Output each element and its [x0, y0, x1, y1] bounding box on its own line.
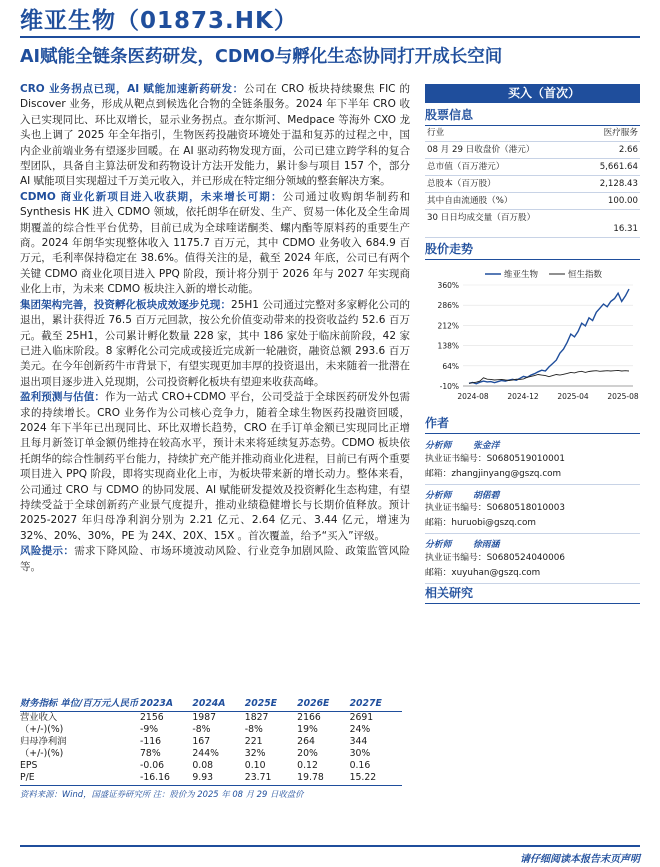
analyst-name: 胡偌碧 — [473, 490, 500, 501]
financial-cell: 0.08 — [192, 760, 214, 771]
paragraph-text: 公司在 CRO 板块持续聚焦 FIC 的 Discover 业务，形成从靶点到候选化合物的全链条服务。2024 年下半年 CRO 收入已实现同比、环比双增长，显示业务拐点。查尔斯河、Medpace 等海外 CXO 龙头也上调了 2025 年全年指引，生物医药投融资环境处于温和复苏的过程之中，国内企业前端业务有望逐步回暖。在 AI 驱动药物发现方面，公司已建立跨学科的复合型团队，具备自主算法研发和药物设计方法开发能力，累计参与项目 157 个，部分 AI 赋能项目实现超过千万美元收入，并已形成在特定细分领域的整套解决方案。 — [20, 83, 411, 188]
stock-info-value: 16.31 — [613, 223, 638, 234]
paragraph-text: 需求下降风险、市场环境波动风险、行业竞争加剧风险、政策监管风险等。 — [20, 545, 411, 573]
financial-row-label: （+/-)(%) — [20, 748, 64, 759]
financial-cell: 2156 — [140, 712, 164, 723]
stock-info-label: 30 日日均成交量（百万股） — [427, 212, 536, 223]
stock-info-row — [425, 125, 640, 142]
legend-stock-label: 维亚生物 — [504, 270, 539, 280]
stock-info-value: 医疗服务 — [603, 127, 638, 138]
paragraph-lead: CRO 业务拐点已现，AI 赋能加速新药研发： — [20, 83, 244, 95]
chart-legend — [485, 269, 603, 280]
footer-rule — [20, 845, 640, 847]
stock-info-value: 5,661.64 — [599, 161, 638, 172]
financial-row — [20, 748, 402, 760]
financial-row-label: 归母净利润 — [20, 736, 67, 747]
legend-index-label: 恒生指数 — [568, 270, 603, 280]
financial-header-cell: 2023A — [140, 698, 174, 709]
financial-cell: 20% — [297, 748, 318, 759]
financial-cell: -8% — [244, 724, 263, 735]
stock-info-row — [425, 210, 640, 238]
stock-info-table — [425, 125, 640, 238]
price-chart — [425, 258, 640, 408]
financial-source-note: 资料来源：Wind，国盛证券研究所 注：股价为 2025 年 08 月 29 日收盘价 — [20, 789, 304, 799]
company-title: 维亚生物（01873.HK） — [20, 8, 298, 34]
financial-row-label: （+/-)(%) — [20, 724, 64, 735]
financial-row-label: P/E — [20, 772, 35, 783]
financial-row — [20, 760, 402, 772]
financial-cell: 78% — [140, 748, 161, 759]
y-tick-label: 138% — [437, 341, 459, 351]
financial-cell: 15.22 — [349, 772, 377, 783]
financial-cell: 221 — [244, 736, 263, 747]
paragraph-forecast — [20, 390, 410, 544]
financial-cell: 2691 — [349, 712, 374, 723]
financial-cell: 244% — [192, 748, 219, 759]
financial-row — [20, 772, 402, 784]
stock-info-row — [425, 159, 640, 176]
stock-info-row — [425, 176, 640, 193]
analyst-role: 分析师 — [425, 490, 452, 501]
analyst-entry — [425, 534, 640, 584]
financial-row — [20, 736, 402, 748]
financial-row — [20, 712, 402, 724]
analyst-name: 张金洋 — [473, 441, 500, 451]
stock-info-label: 其中自由流通股（%） — [427, 195, 513, 206]
y-tick-label: 286% — [437, 301, 459, 311]
stock-info-value: 2,128.43 — [599, 178, 638, 189]
paragraph-text: 公司通过收购朗华制药和 Synthesis HK 进入 CDMO 领域，依托朗华在研发、生产、贸易一体化及全生命周期覆盖的综合性平台优势，目前已成为全球喹诺酮类、螺内酯等原料药的重要生产商。2024 年朗华实现整体收入 1175.7 百万元，其中 CDMO 业务收入 684.9 百万元，毛利率保持稳定在 38.6%。值得关注的是，截至 2024 年底，公司已有两个关键 CDMO 商业化项目进入 PPQ 阶段，预计将分别于 2026 年与 2027 年实现商业化上市，为未来 CDMO 板块注入新的增长动能。 — [20, 190, 411, 296]
financial-cell: 19% — [297, 724, 318, 735]
report-title: AI赋能全链条医药研发，CDMO与孵化生态协同打开成长空间 — [20, 47, 503, 67]
rating-badge: 买入（首次） — [425, 84, 640, 103]
financial-cell: 19.78 — [297, 772, 324, 783]
body-text — [20, 82, 410, 575]
chart-x-ticks — [457, 392, 639, 401]
financial-header-cell: 2027E — [349, 698, 382, 709]
analyst-name: 徐雨涵 — [473, 540, 500, 550]
stock-info-heading: 股票信息 — [425, 106, 640, 126]
stock-info-value: 2.66 — [618, 144, 638, 155]
financial-cell: 1827 — [244, 712, 269, 723]
financial-row-label: 营业收入 — [20, 712, 58, 723]
chart-y-ticks — [438, 281, 459, 391]
price-chart-svg — [425, 258, 640, 408]
financial-cell: 32% — [244, 748, 266, 759]
paragraph-cdmo — [20, 190, 410, 298]
series-line-index — [469, 370, 629, 383]
analyst-email[interactable]: 邮箱：huruobi@gszq.com — [425, 516, 640, 535]
stock-info-label: 总股本（百万股） — [427, 178, 496, 189]
financial-header-cell: 2024A — [192, 698, 226, 709]
x-tick-label: 2025-08 — [607, 392, 639, 401]
financial-cell: 1987 — [192, 712, 217, 723]
chart-lines — [469, 289, 629, 384]
related-research-heading: 相关研究 — [425, 584, 640, 604]
analyst-cert: 执业证书编号：S0680518010003 — [425, 503, 565, 513]
financial-cell: 264 — [297, 736, 315, 747]
financial-cell: -16.16 — [140, 772, 170, 783]
financial-cell: 0.16 — [349, 760, 371, 771]
financial-cell: -8% — [192, 724, 211, 735]
analysts-list — [425, 435, 640, 584]
analyst-role: 分析师 — [425, 441, 452, 451]
financial-header-row — [20, 697, 402, 712]
analysts-heading: 作者 — [425, 414, 640, 434]
financial-cell: 30% — [349, 748, 371, 759]
analyst-entry — [425, 435, 640, 485]
analyst-entry — [425, 485, 640, 535]
financial-row — [20, 724, 402, 736]
analyst-cert: 执业证书编号：S0680519010001 — [425, 453, 565, 464]
analyst-cert: 执业证书编号：S0680524040006 — [425, 552, 565, 563]
stock-info-value: 100.00 — [607, 195, 638, 206]
financial-cell: 2166 — [297, 712, 321, 723]
x-tick-label: 2024-08 — [457, 392, 489, 401]
financial-cell: -116 — [140, 736, 162, 747]
series-line-stock — [469, 289, 629, 384]
x-tick-label: 2025-04 — [557, 392, 589, 401]
financial-cell: 9.93 — [192, 772, 214, 783]
stock-info-label: 行业 — [427, 127, 445, 138]
financial-table — [20, 697, 402, 800]
financial-cell: 23.71 — [244, 772, 272, 783]
financial-cell: 0.12 — [297, 760, 318, 771]
paragraph-risk — [20, 544, 410, 575]
financial-cell: 167 — [192, 736, 211, 747]
stock-info-row — [425, 193, 640, 210]
financial-rows — [20, 712, 402, 784]
paragraph-lead: CDMO 商业化新项目进入收获期，未来增长可期： — [20, 190, 283, 203]
footer-disclaimer-note: 请仔细阅读本报告末页声明 — [520, 854, 640, 865]
stock-info-label: 08 月 29 日收盘价（港元） — [427, 144, 535, 155]
financial-cell: -0.06 — [140, 760, 165, 771]
financial-row-label: EPS — [20, 760, 38, 771]
stock-info-row — [425, 142, 640, 159]
paragraph-lead: 盈利预测与估值： — [20, 391, 106, 404]
financial-cell: 344 — [349, 736, 368, 747]
paragraph-text: 25H1 公司通过完整对多家孵化公司的退出，累计获得近 76.5 百万元回款，按公允价值变动带来的投资收益约 52.6 百万元。截至 25H1，公司累计孵化数量 228 家，其中 186 家处于临床前阶段，42 家已进入临床阶段。8 家孵化公司完成或接近完成新一轮融资，融资总额 293.6 百万美元。在今年创新药牛市背景下，有望实现更加丰厚的投资退出，未来随着一批潜在退出项目逐步进入兑现期，公司投资孵化板块有望迎来收获高峰。 — [20, 298, 410, 388]
paragraph-cro — [20, 82, 410, 190]
financial-header-cell: 2025E — [244, 698, 278, 709]
y-tick-label: 360% — [437, 281, 459, 290]
analyst-email[interactable]: 邮箱：zhangjinyang@gszq.com — [425, 466, 640, 485]
paragraph-incubation — [20, 298, 410, 390]
financial-header-cell: 2026E — [297, 698, 330, 709]
analyst-role: 分析师 — [425, 540, 452, 550]
stock-info-label: 总市值（百万港元） — [427, 161, 505, 172]
y-tick-label: 64% — [442, 361, 459, 371]
header-rule — [20, 36, 640, 38]
financial-cell: 0.10 — [244, 760, 266, 771]
paragraph-text: 作为一站式 CRO+CDMO 平台，公司受益于全球医药研发外包需求的持续增长。CRO 业务作为公司核心竞争力，随着全球生物医药投融资回暖，2024 年下半年已出现同比、环比双增长趋势，CRO 在手订单金额已实现同比正增且每月新签订单金额仍维持在较高水平，预计未来将延续复苏态势。CDMO 板块依托朗华的综合性制药平台能力，持续扩充产能并推动商业化进程，目前已有两个重要项目进入 PPQ 阶段，即将实现商业化上市，为板块带来新的增长动力。整体来看，公司通过 CRO 与 CDMO 的协同发展、AI 赋能研发提效及投资孵化生态构建，有望持续受益于全球创新药产业景气度提升，推动业绩稳健增长与长期价值释放。预计 2025-2027 年归母净利润分别为 2.21 亿元、2.64 亿元、3.44 亿元，增速为 32%、20%、30%，PE 为 24X、20X、15X 。首次覆盖，给予“买入”评级。 — [20, 391, 411, 542]
paragraph-lead: 集团架构完善，投资孵化板块成效逐步兑现： — [20, 298, 232, 311]
y-tick-label: 212% — [437, 321, 459, 331]
financial-header-cell: 财务指标 单位/百万元人民币 — [20, 698, 139, 709]
x-tick-label: 2024-12 — [507, 392, 539, 401]
y-tick-label: -10% — [439, 382, 459, 391]
analyst-email[interactable]: 邮箱：xuyuhan@gszq.com — [425, 565, 640, 584]
paragraph-lead: 风险提示： — [20, 545, 75, 558]
price-chart-heading: 股价走势 — [425, 240, 640, 260]
financial-table-rule — [20, 785, 402, 786]
financial-cell: -9% — [140, 724, 159, 735]
financial-cell: 24% — [349, 724, 371, 735]
